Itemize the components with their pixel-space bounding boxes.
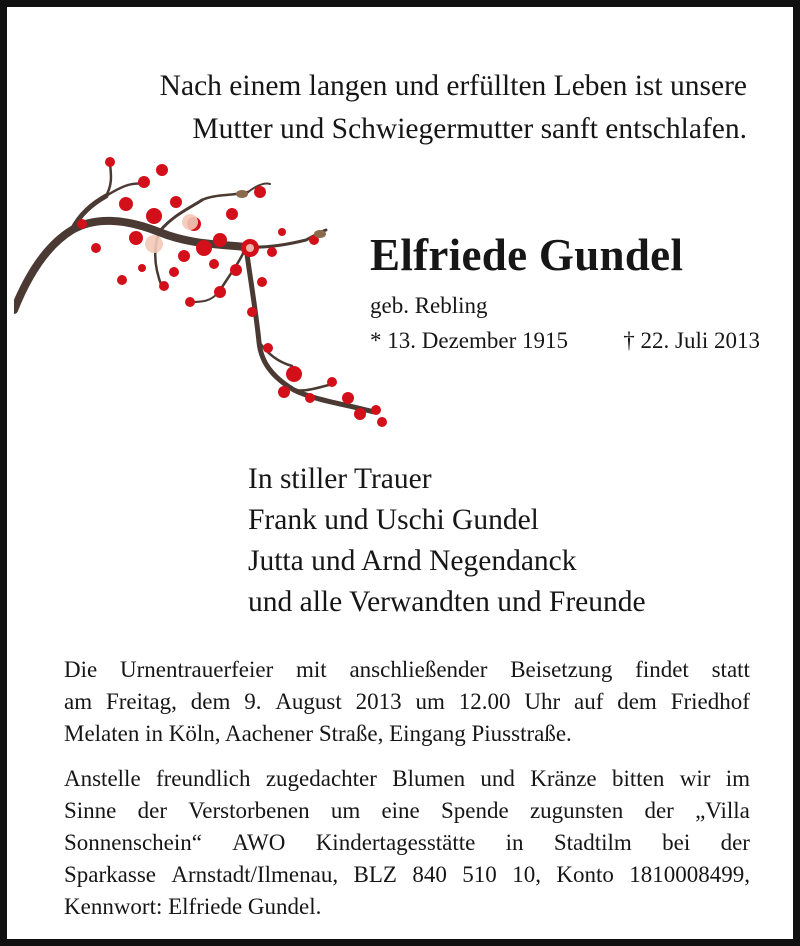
donation-line: Anstelle freundlich zugedachter Blumen und Kränze bitten wir im <box>64 766 750 791</box>
intro-line-2: Mutter und Schwiegermutter sanft entschlafen. <box>192 113 747 145</box>
mourners-line: und alle Verwandten und Freunde <box>248 586 646 618</box>
deceased-name: Elfriede Gundel <box>370 230 684 280</box>
death-date: † 22. Juli 2013 <box>623 328 760 353</box>
donation-line: Sparkasse Arnstadt/Ilmenau, BLZ 840 510 10, Konto 1810008499, <box>64 862 750 887</box>
donation-line: Sonnenschein“ AWO Kindertagesstätte in Stadtilm bei der <box>64 830 750 855</box>
mourners-list <box>248 459 646 623</box>
birth-name: geb. Rebling <box>370 293 488 318</box>
mourners-line: Frank und Uschi Gundel <box>248 504 539 536</box>
mourners-line: In stiller Trauer <box>248 463 432 495</box>
cherry-blossom-branch-image <box>14 152 399 437</box>
branch-lines <box>14 162 374 412</box>
ceremony-line: am Freitag, dem 9. August 2013 um 12.00 Uhr auf dem Friedhof <box>64 689 750 714</box>
ceremony-notice <box>64 654 750 750</box>
life-dates <box>370 328 760 354</box>
ceremony-line: Melaten in Köln, Aachener Straße, Eingang Piusstraße. <box>64 721 572 746</box>
donation-line: Kennwort: Elfriede Gundel. <box>64 894 322 919</box>
birth-date: * 13. Dezember 1915 <box>370 328 568 353</box>
donation-line: Sinne der Verstorbenen um eine Spende zugunsten der „Villa <box>64 798 750 823</box>
ceremony-line: Die Urnentrauerfeier mit anschließender Beisetzung findet statt <box>64 657 750 682</box>
blossoms <box>77 157 387 427</box>
donation-notice <box>64 763 750 923</box>
intro-line-1: Nach einem langen und erfüllten Leben ist unsere <box>159 70 747 102</box>
mourners-line: Jutta und Arnd Negendanck <box>248 545 577 577</box>
intro-text <box>47 65 747 151</box>
